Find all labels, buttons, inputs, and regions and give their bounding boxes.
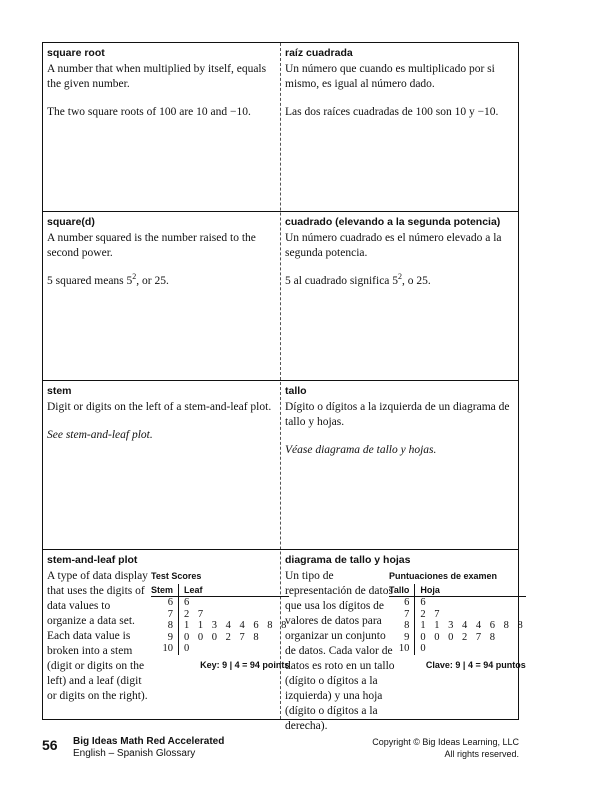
cross-reference: Véase diagrama de tallo y hojas. (285, 444, 437, 456)
table-row (151, 609, 289, 621)
term-heading: diagrama de tallo y hojas (285, 554, 411, 566)
leaf-cell: 0 (420, 643, 429, 654)
leaf-cell: 6 (420, 597, 429, 608)
leaf-cell: 0 (184, 643, 193, 654)
glossary-card-grid (42, 42, 526, 732)
term-heading: stem (47, 385, 72, 397)
exponent: 2 (132, 272, 137, 282)
leaf-cell: 6 (184, 597, 193, 608)
table-row (151, 632, 289, 644)
term-definition: Dígito o dígitos a la izquierda de un diagrama de tallo y hojas. (285, 401, 510, 428)
stem-leaf-table (389, 584, 526, 655)
plot-title: Test Scores (151, 571, 202, 581)
leaf-cell: 2 7 (184, 608, 207, 620)
card-stem-en (43, 381, 280, 443)
card-squared-es (281, 212, 518, 289)
plot-key: Key: 9 | 4 = 94 points (200, 659, 290, 670)
table-row (389, 632, 526, 644)
stem-cell: 9 (389, 632, 415, 644)
stem-header: Tallo (389, 584, 415, 597)
page-number: 56 (42, 737, 58, 753)
term-definition: A number squared is the number raised to the second power. (47, 232, 256, 259)
term-heading: cuadrado (elevando a la segunda potencia) (285, 216, 501, 228)
plot-title: Puntuaciones de examen (389, 571, 498, 581)
cross-reference: See stem-and-leaf plot. (47, 429, 153, 441)
stem-cell: 6 (151, 597, 179, 609)
leaf-header: Leaf (179, 584, 290, 597)
term-heading: tallo (285, 385, 307, 397)
table-row (151, 643, 289, 655)
table-row (389, 643, 526, 655)
leaf-cell: 2 7 (420, 608, 443, 620)
plot-key: Clave: 9 | 4 = 94 puntos (425, 659, 526, 670)
card-square-root-en (43, 43, 280, 120)
card-stem-and-leaf-en (43, 550, 290, 704)
term-example: Las dos raíces cuadradas de 100 son 10 y −10. (285, 106, 499, 118)
table-row (389, 597, 526, 609)
leaf-cell: 1 1 3 4 4 6 8 8 (184, 620, 290, 631)
term-heading: square root (47, 47, 105, 59)
card-square-root-es (281, 43, 518, 120)
stem-cell: 7 (389, 609, 415, 621)
table-row (389, 609, 526, 621)
term-definition: Un número cuadrado es el número elevado a la segunda potencia. (285, 232, 502, 259)
stem-leaf-table (151, 584, 289, 655)
book-title: Big Ideas Math Red Accelerated (73, 736, 225, 747)
table-row (389, 620, 526, 632)
term-heading: raíz cuadrada (285, 47, 353, 59)
stem-leaf-plot-es (389, 571, 526, 670)
card-stem-and-leaf-es (281, 550, 526, 734)
rights-line: All rights reserved. (444, 749, 519, 759)
term-example: 5 al cuadrado significa $5^2$, o 25. (285, 272, 431, 287)
leaf-cell: 1 1 3 4 4 6 8 8 (420, 620, 526, 631)
stem-cell: 9 (151, 632, 179, 644)
table-row (151, 620, 289, 632)
stem-cell: 8 (151, 620, 179, 632)
card-squared-en (43, 212, 280, 289)
leaf-cell: 0 0 0 2 7 8 (420, 631, 498, 643)
term-definition: Digit or digits on the left of a stem-and-leaf plot. (47, 401, 272, 413)
term-definition: Un número que cuando es multiplicado por si mismo, es igual al número dado. (285, 63, 495, 90)
term-example: 5 squared means $5^2$, or 25. (47, 272, 169, 287)
term-definition: A type of data display that uses the digits of data values to organize a data set. Each data value is broken into a stem (digit or digits on the left) and a leaf (digit or digits on the right). (47, 570, 148, 702)
term-heading: square(d) (47, 216, 95, 228)
stem-header: Stem (151, 584, 179, 597)
term-example: The two square roots of 100 are 10 and −10. (47, 106, 251, 118)
stem-cell: 6 (389, 597, 415, 609)
term-definition: A number that when multiplied by itself, equals the given number. (47, 63, 267, 90)
stem-leaf-plot-en (151, 571, 289, 670)
table-row (151, 597, 289, 609)
leaf-header: Hoja (415, 584, 526, 597)
stem-cell: 7 (151, 609, 179, 621)
stem-cell: 10 (389, 643, 415, 655)
book-subtitle: English – Spanish Glossary (73, 748, 196, 759)
book-info (73, 736, 224, 760)
stem-cell: 8 (389, 620, 415, 632)
exponent: 2 (398, 272, 403, 282)
term-heading: stem-and-leaf plot (47, 554, 138, 566)
leaf-cell: 0 0 0 2 7 8 (184, 631, 262, 643)
stem-cell: 10 (151, 643, 179, 655)
term-definition: Un tipo de representación de datos que usa los dígitos de valores de datos para organizar un conjunto de datos. Cada valor de datos es roto en un tallo (dígito o dígitos a la izquierda) y una hoja (dígito o dígitos a la derecha). (285, 570, 395, 732)
copyright-line: Copyright © Big Ideas Learning, LLC (372, 737, 519, 747)
card-stem-es (281, 381, 518, 458)
copyright-notice (372, 736, 519, 760)
